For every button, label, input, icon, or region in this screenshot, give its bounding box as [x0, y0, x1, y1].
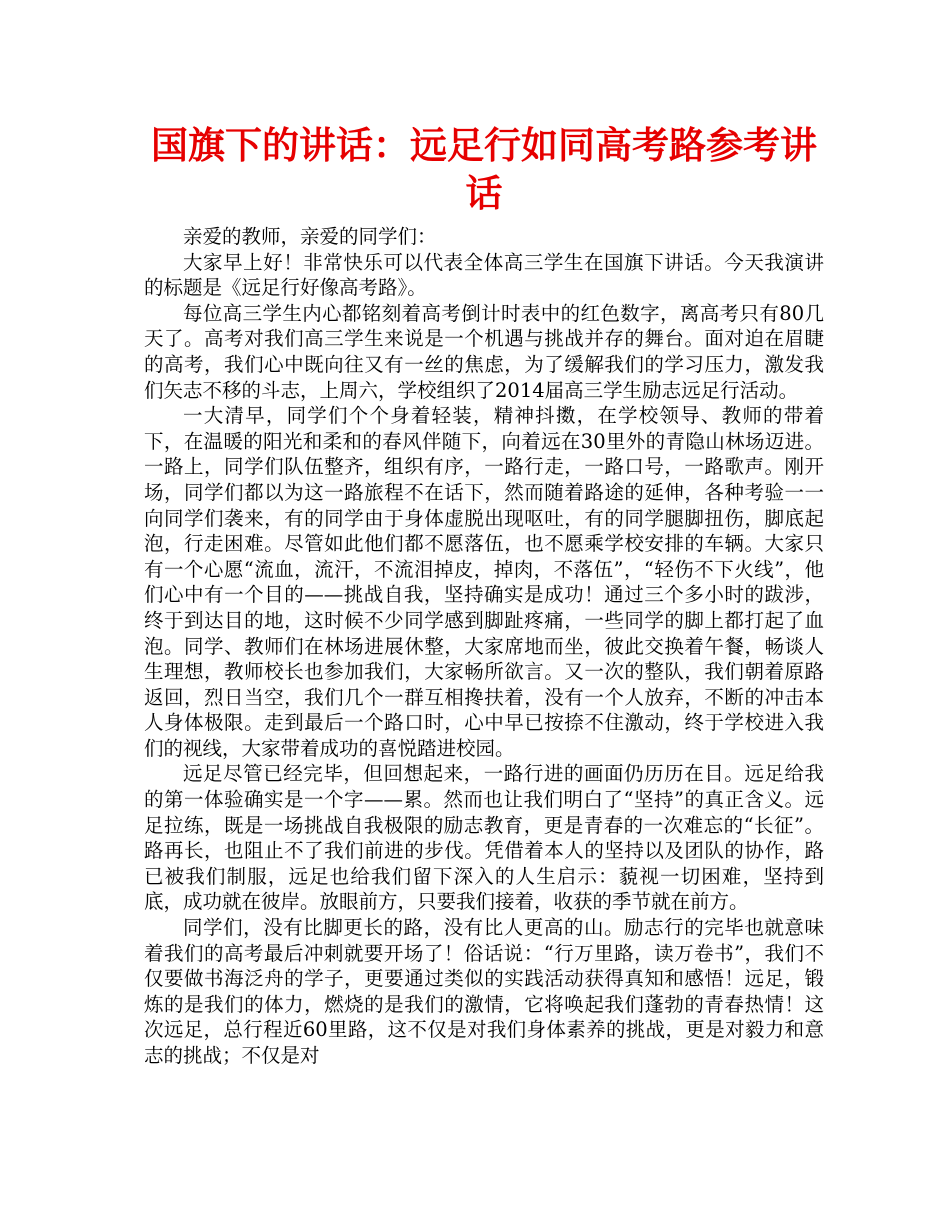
salutation: 亲爱的教师，亲爱的同学们： [183, 225, 437, 248]
document-body [144, 224, 824, 1069]
document-title: 国旗下的讲话：远足行如同高考路参考讲话 [151, 124, 817, 215]
paragraph: 大家早上好！非常快乐可以代表全体高三学生在国旗下讲话。今天我演讲的标题是《远足行好像高考路》。 [144, 250, 824, 300]
paragraph: 同学们，没有比脚更长的路，没有比人更高的山。励志行的完毕也就意味着我们的高考最后冲刺就要开场了！俗话说：“行万里路，读万卷书”，我们不仅要做书海泛舟的学子，更要通过类似的实践活动获得真知和感悟！远足，锻炼的是我们的体力，燃烧的是我们的激情，它将唤起我们蓬勃的青春热情！这次远足，总行程近60里路，这不仅是对我们身体素养的挑战，更是对毅力和意志的挑战；不仅是对 [144, 916, 824, 1067]
paragraph: 远足尽管已经完毕，但回想起来，一路行进的画面仍历历在目。远足给我的第一体验确实是一个字——累。然而也让我们明白了“坚持”的真正含义。远足拉练，既是一场挑战自我极限的励志教育，更是青春的一次难忘的“长征”。路再长，也阻止不了我们前进的步伐。凭借着本人的坚持以及团队的协作，路已被我们制服，远足也给我们留下深入的人生启示：藐视一切困难，坚持到底，成功就在彼岸。放眼前方，只要我们接着，收获的季节就在前方。 [144, 762, 824, 914]
paragraph: 每位高三学生内心都铭刻着高考倒计时表中的红色数字，离高考只有80几天了。高考对我们高三学生来说是一个机遇与挑战并存的舞台。面对迫在眉睫的高考，我们心中既向往又有一丝的焦虑，为了缓解我们的学习压力，激发我们矢志不移的斗志，上周六，学校组织了2014届高三学生励志远足行活动。 [144, 301, 824, 402]
paragraph: 一大清早，同学们个个身着轻装，精神抖擞，在学校领导、教师的带着下，在温暖的阳光和柔和的春风伴随下，向着远在30里外的青隐山林场迈进。一路上，同学们队伍整齐，组织有序，一路行走，一路口号，一路歌声。刚开场，同学们都以为这一路旅程不在话下，然而随着路途的延伸，各种考验一一向同学们袭来，有的同学由于身体虚脱出现呕吐，有的同学腿脚扭伤，脚底起泡，行走困难。尽管如此他们都不愿落伍，也不愿乘学校安排的车辆。大家只有一个心愿“流血，流汗，不流泪掉皮，掉肉，不落伍”，“轻伤不下火线”，他们心中有一个目的——挑战自我，坚持确实是成功！通过三个多小时的跋涉，终于到达目的地，这时候不少同学感到脚趾疼痛，一些同学的脚上都打起了血泡。同学、教师们在林场进展休整，大家席地而坐，彼此交换着午餐，畅谈人生理想，教师校长也参加我们，大家畅所欲言。又一次的整队，我们朝着原路返回，烈日当空，我们几个一群互相搀扶着，没有一个人放弃，不断的冲击本人身体极限。走到最后一个路口时，心中早已按捺不住激动，终于学校进入我们的视线，大家带着成功的喜悦踏进校园。 [144, 404, 824, 760]
document-page [144, 122, 824, 1222]
